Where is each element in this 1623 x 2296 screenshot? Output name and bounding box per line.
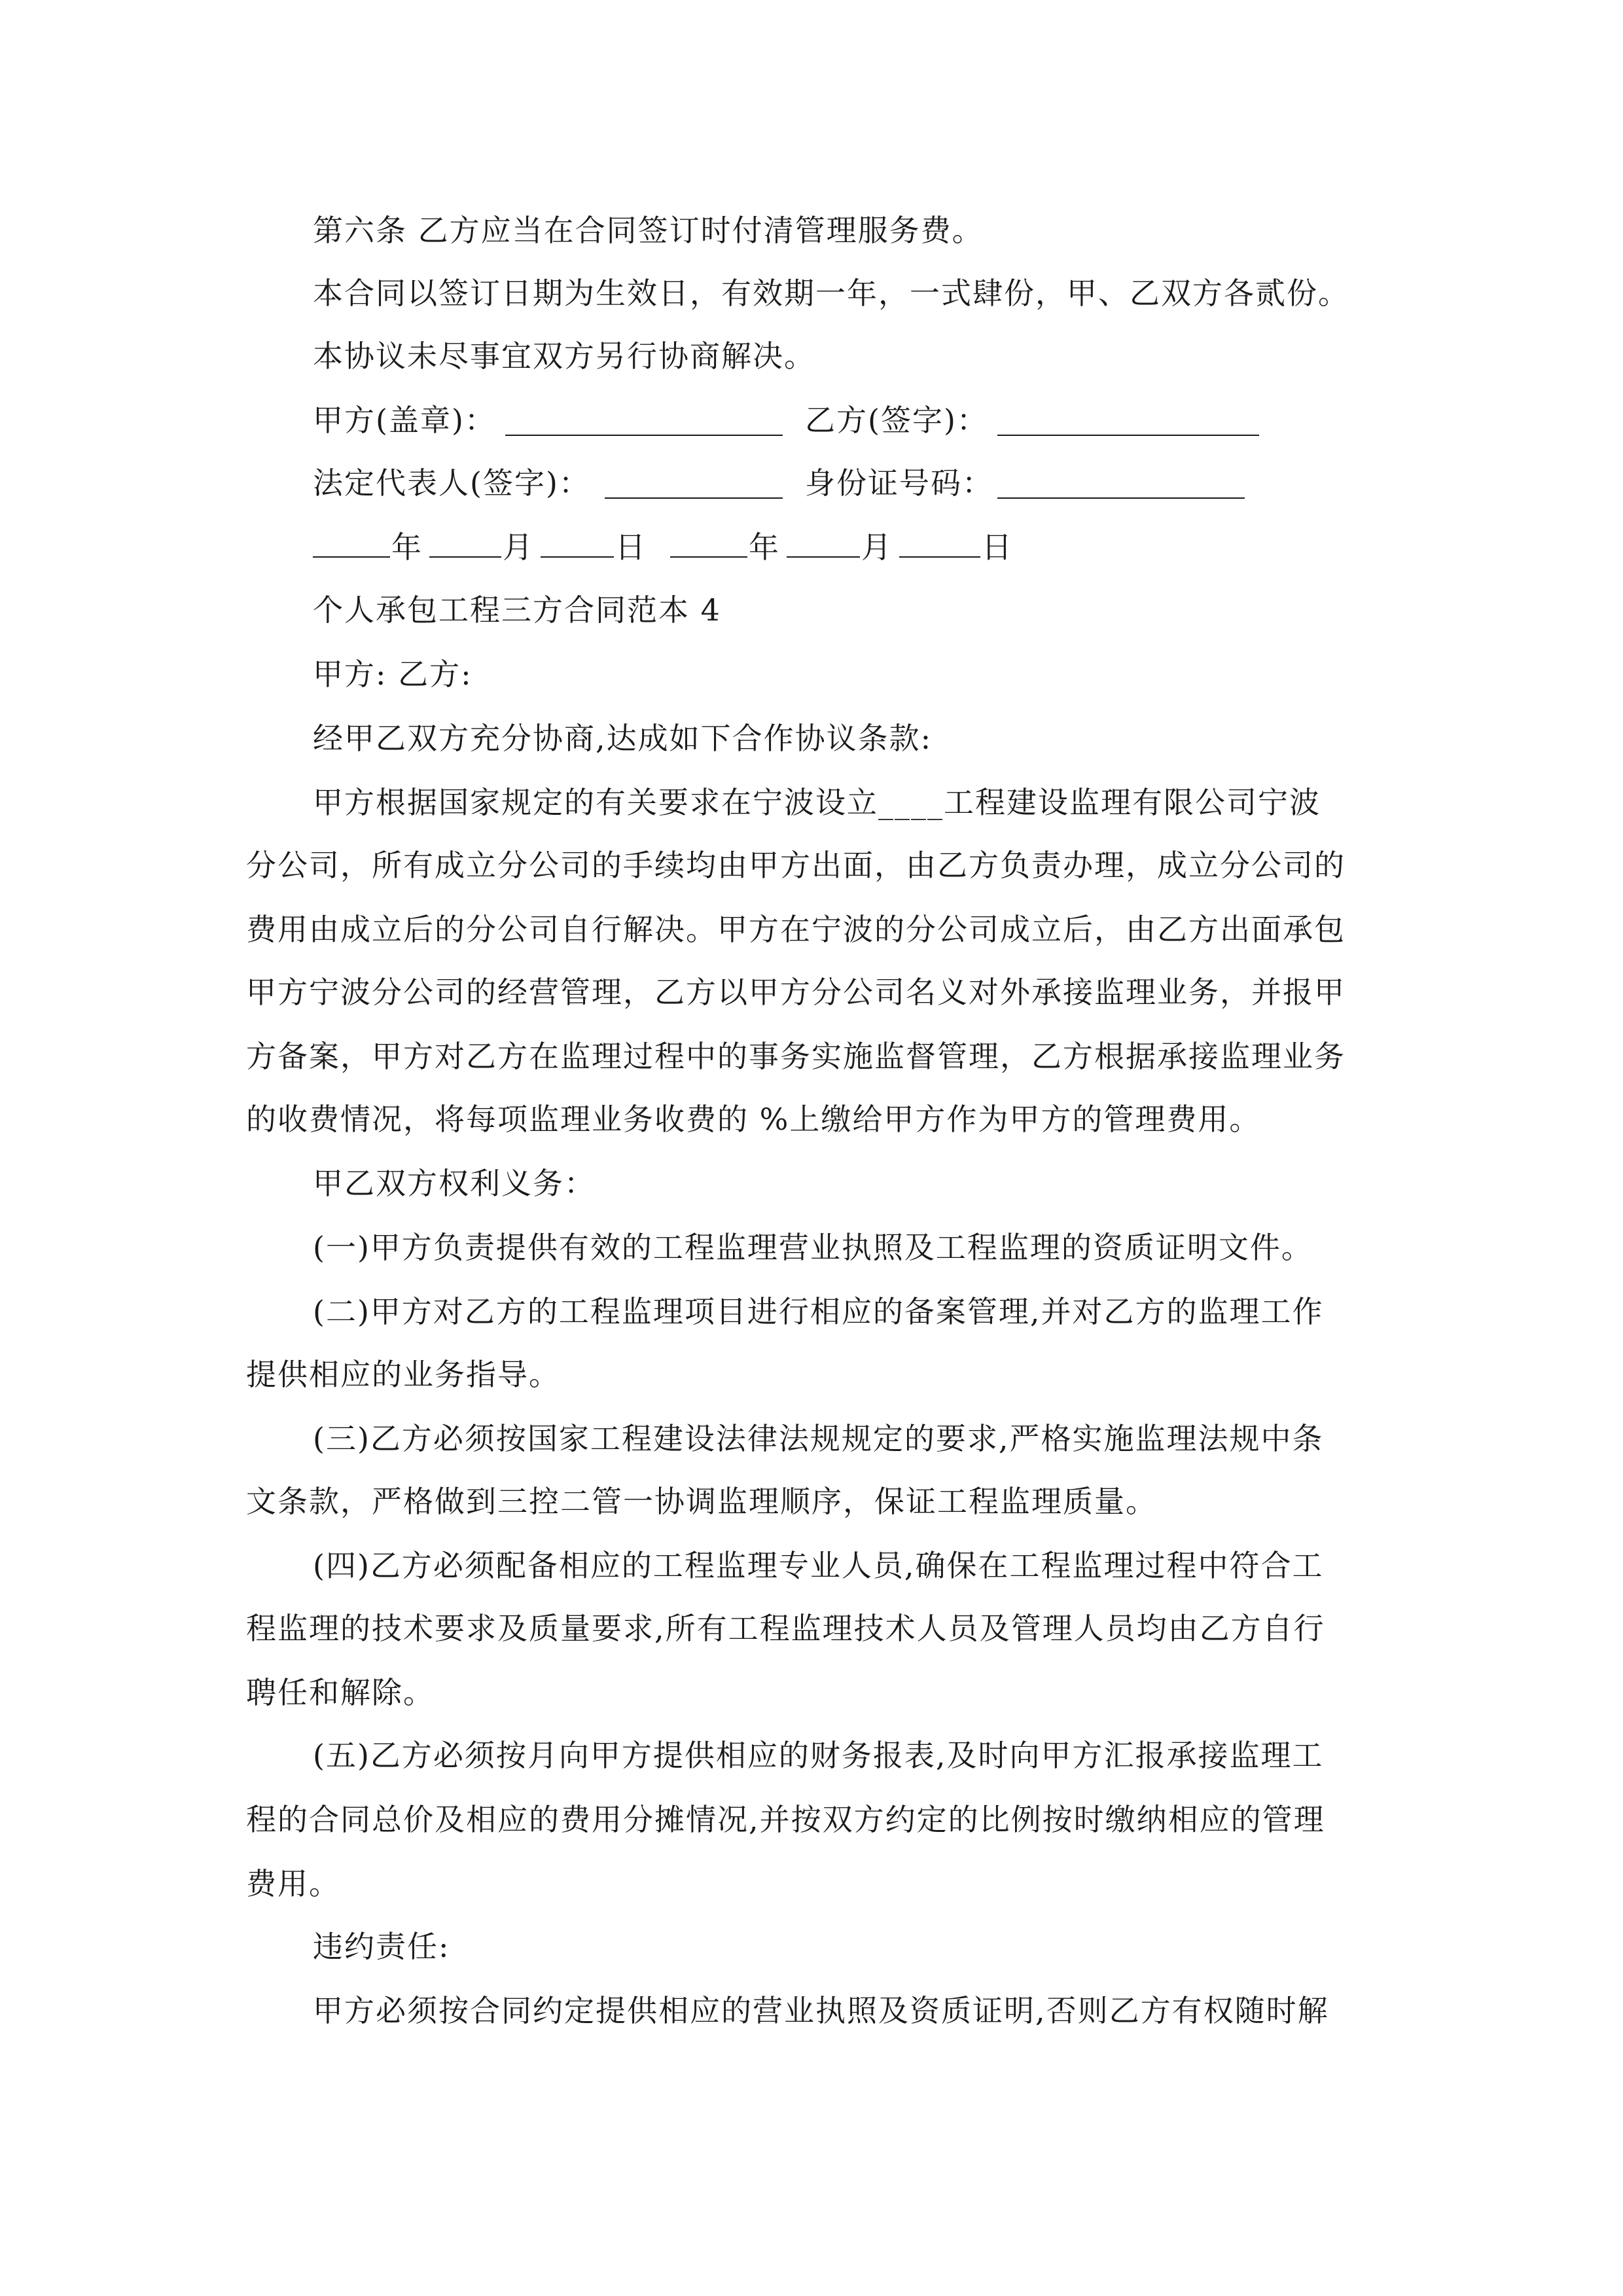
id-number-label: 身份证号码：	[805, 465, 993, 501]
item-4-line-1: (四)乙方必须配备相应的工程监理专业人员,确保在工程监理过程中符合工	[313, 1548, 1324, 1583]
p1-line-1: 甲方根据国家规定的有关要求在宁波设立____工程建设监理有限公司宁波	[313, 785, 1321, 820]
party-b-sign-label: 乙方(签字)：	[805, 403, 988, 438]
party-a-seal-label: 甲方(盖章)：	[313, 403, 496, 438]
item-3-line-1: (三)乙方必须按国家工程建设法律法规规定的要求,严格实施监理法规中条	[313, 1421, 1324, 1456]
breach-line-1: 甲方必须按合同约定提供相应的营业执照及资质证明,否则乙方有权随时解	[313, 1993, 1329, 2028]
p1-line-5: 方备案，甲方对乙方在监理过程中的事务实施监督管理，乙方根据承接监理业务	[246, 1039, 1346, 1074]
date-a-month-blank	[429, 528, 501, 558]
p1-line-4: 甲方宁波分公司的经营管理，乙方以甲方分公司名义对外承接监理业务，并报甲	[246, 975, 1346, 1010]
p1-line-3: 费用由成立后的分公司自行解决。甲方在宁波的分公司成立后，由乙方出面承包	[246, 912, 1346, 947]
date-b-month-blank	[787, 528, 860, 558]
item-2-line-2: 提供相应的业务指导。	[246, 1357, 560, 1392]
date-a-year-blank	[313, 528, 390, 558]
date-b-year-blank	[670, 528, 747, 558]
p1-line-6: 的收费情况，将每项监理业务收费的 %上缴给甲方作为甲方的管理费用。	[246, 1102, 1261, 1137]
unresolved-clause: 本协议未尽事宜双方另行协商解决。	[313, 338, 815, 374]
date-a-year-label: 年	[391, 529, 423, 565]
legal-rep-blank	[605, 469, 783, 499]
item-1-line-1: (一)甲方负责提供有效的工程监理营业执照及工程监理的资质证明文件。	[313, 1230, 1313, 1265]
contract-title-4: 个人承包工程三方合同范本 4	[313, 592, 721, 628]
parties-line: 甲方: 乙方:	[313, 656, 473, 692]
date-a-day-blank	[541, 528, 614, 558]
legal-rep-label: 法定代表人(签字)：	[313, 465, 590, 501]
item-4-line-3: 聘任和解除。	[246, 1675, 435, 1710]
intro-line: 经甲乙双方充分协商,达成如下合作协议条款:	[313, 721, 933, 756]
item-3-line-2: 文条款，严格做到三控二管一协调监理顺序，保证工程监理质量。	[246, 1484, 1157, 1519]
breach-heading: 违约责任:	[313, 1929, 450, 1964]
p1-line-2: 分公司，所有成立分公司的手续均由甲方出面，由乙方负责办理，成立分公司的	[246, 848, 1346, 883]
validity-clause: 本合同以签订日期为生效日，有效期一年，一式肆份，甲、乙双方各贰份。	[313, 276, 1349, 311]
date-b-year-label: 年	[749, 529, 780, 565]
party-a-seal-blank	[505, 406, 783, 436]
item-5-line-3: 费用。	[246, 1866, 340, 1901]
party-b-sign-blank	[997, 406, 1259, 436]
date-b-day-label: 日	[982, 529, 1013, 565]
item-5-line-1: (五)乙方必须按月向甲方提供相应的财务报表,及时向甲方汇报承接监理工	[313, 1738, 1324, 1773]
item-2-line-1: (二)甲方对乙方的工程监理项目进行相应的备案管理,并对乙方的监理工作	[313, 1294, 1324, 1329]
date-a-month-label: 月	[503, 529, 534, 565]
date-b-day-blank	[899, 528, 980, 558]
date-b-month-label: 月	[861, 529, 893, 565]
item-4-line-2: 程监理的技术要求及质量要求,所有工程监理技术人员及管理人员均由乙方自行	[246, 1611, 1325, 1646]
article-6: 第六条 乙方应当在合同签订时付清管理服务费。	[313, 213, 984, 248]
item-5-line-2: 程的合同总价及相应的费用分摊情况,并按双方约定的比例按时缴纳相应的管理	[246, 1802, 1325, 1837]
id-number-blank	[997, 469, 1245, 499]
rights-heading: 甲乙双方权利义务：	[313, 1166, 596, 1201]
date-a-day-label: 日	[615, 529, 647, 565]
